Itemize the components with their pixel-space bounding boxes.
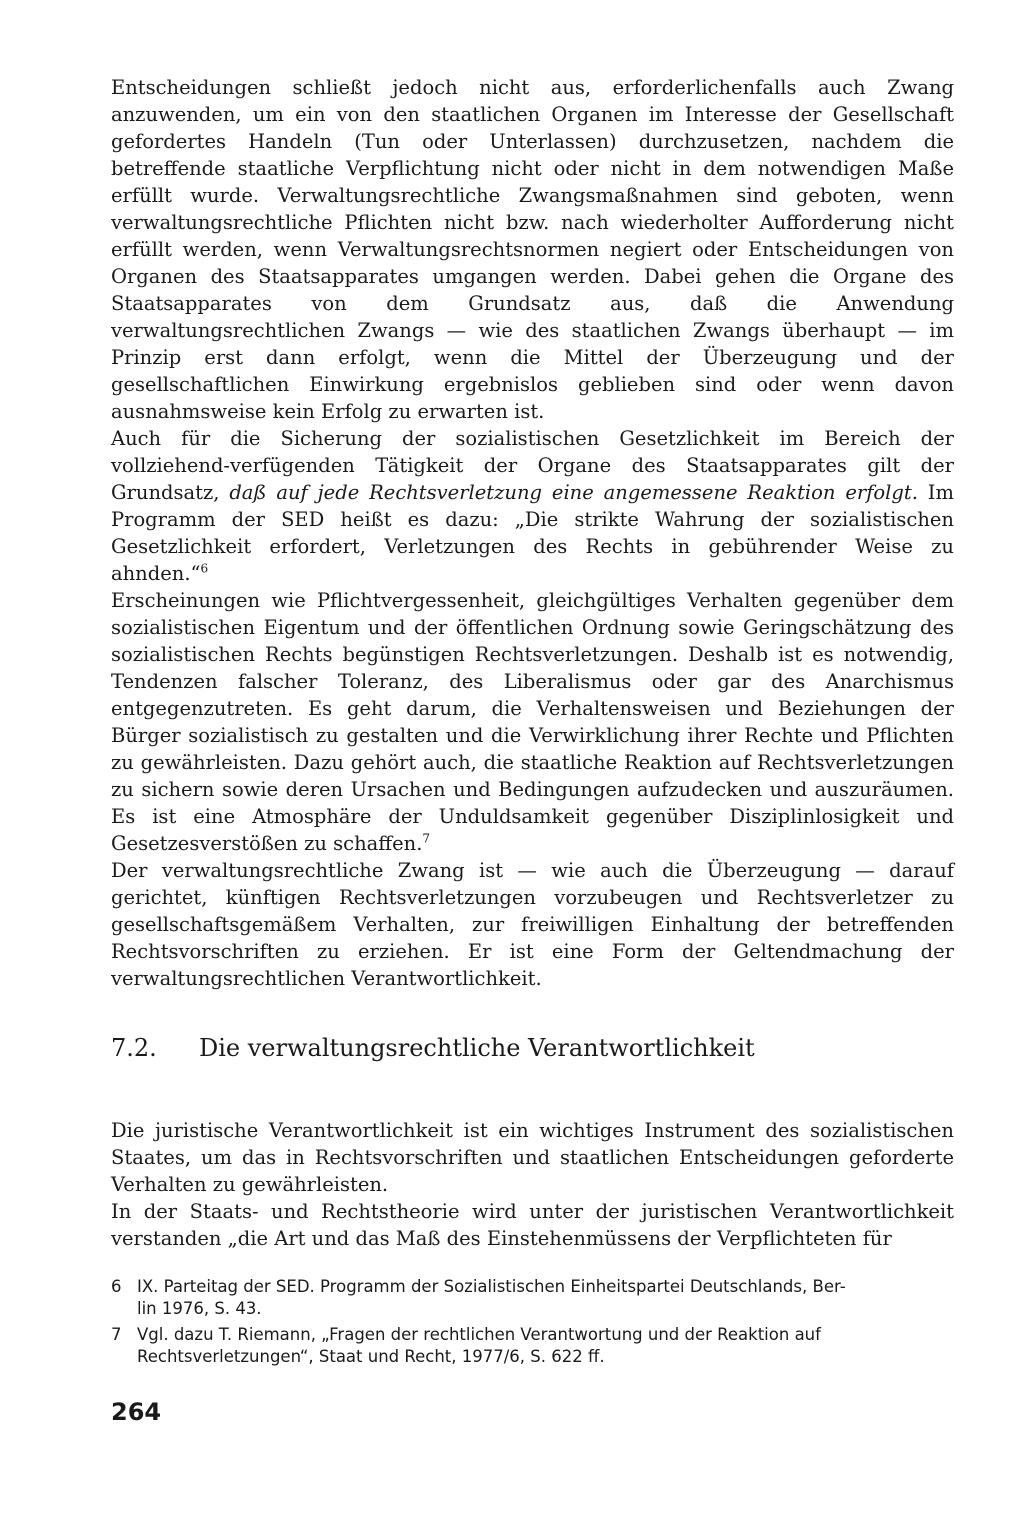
footnote-ref-6: 6 (200, 561, 209, 576)
section-heading (111, 1033, 954, 1063)
paragraph-2-text-a: Auch für die Sicherung der sozialistischen Gesetzlichkeit im Bereich der vollziehend-verfügenden Tätigkeit der Organe des Staatsapparates gilt der Grundsatz, (111, 427, 954, 504)
paragraph-3 (111, 587, 954, 857)
paragraph-2-emphasis: daß auf jede Rechtsverletzung eine angemessene Reaktion erfolgt. (229, 481, 918, 504)
paragraph-4: Der verwaltungsrechtliche Zwang ist — wie auch die Überzeugung — darauf gerichtet, künftigen Rechtsverletzungen vorzubeugen und Rechtsverletzer zu gesellschaftsgemäßem Verhalten, zur freiwilligen Einhaltung der betreffenden Rechtsvorschriften zu erziehen. Er ist eine Form der Geltendmachung der verwaltungsrechtlichen Verantwortlichkeit. (111, 859, 954, 990)
footnote-number: 6 (111, 1277, 122, 1296)
body-text-block (111, 74, 954, 992)
footnote-text-line-2: Rechtsverletzungen“, Staat und Recht, 1977/6, S. 622 ff. (137, 1347, 605, 1366)
footnote-7 (111, 1324, 954, 1368)
footnote-text-line-1: Vgl. dazu T. Riemann, „Fragen der rechtlichen Verantwortung und der Reaktion auf (137, 1325, 821, 1344)
footnote-text-line-2: lin 1976, S. 43. (137, 1299, 262, 1318)
paragraph-3-text: Erscheinungen wie Pflichtvergessenheit, gleichgültiges Verhalten gegenüber dem sozialistischen Eigentum und der öffentlichen Ordnung sowie Geringschätzung des sozialistischen Rechts begünstigen Rechtsverletzungen. Deshalb ist es notwendig, Tendenzen falscher Toleranz, des Liberalismus oder gar des Anarchismus entgegenzutreten. Es geht darum, die Verhaltensweisen und Beziehungen der Bürger sozialistisch zu gestalten und die Verwirklichung ihrer Rechte und Pflichten zu gewährleisten. Dazu gehört auch, die staatliche Reaktion auf Rechtsverletzungen zu sichern sowie deren Ursachen und Bedingungen aufzudecken und auszuräumen. Es ist eine Atmosphäre der Unduldsamkeit gegenüber Disziplinlosigkeit und Gesetzesverstößen zu schaffen. (111, 589, 954, 855)
footnote-ref-7: 7 (422, 831, 431, 846)
paragraph-2-text-b: Im Programm der SED heißt es dazu: „Die strikte Wahrung der sozialistischen Gesetzlichkeit erfordert, Verletzungen des Rechts in gebührender Weise zu ahnden.“ (111, 481, 954, 585)
section-title: Die verwaltungsrechtliche Verantwortlichkeit (199, 1034, 755, 1062)
footnote-6 (111, 1276, 954, 1320)
paragraph-1: Entscheidungen schließt jedoch nicht aus, erforderlichenfalls auch Zwang anzuwenden, um ein von den staatlichen Organen im Interesse der Gesellschaft gefordertes Handeln (Tun oder Unterlassen) durchzusetzen, nachdem die betreffende staatliche Verpflichtung nicht oder nicht in dem notwendigen Maße erfüllt wurde. Verwaltungsrechtliche Zwangsmaßnahmen sind geboten, wenn verwaltungsrechtliche Pflichten nicht bzw. nach wiederholter Aufforderung nicht erfüllt werden, wenn Verwaltungsrechtsnormen negiert oder Entscheidungen von Organen des Staatsapparates umgangen werden. Dabei gehen die Organe des Staatsapparates von dem Grundsatz aus, daß die Anwendung verwaltungsrechtlichen Zwangs — wie des staatlichen Zwangs überhaupt — im Prinzip erst dann erfolgt, wenn die Mittel der Überzeugung und der gesellschaftlichen Einwirkung ergebnislos geblieben sind oder wenn davon ausnahmsweise kein Erfolg zu erwarten ist. (111, 76, 954, 423)
section-text-block (111, 1117, 954, 1252)
section-number: 7.2. (111, 1034, 157, 1062)
footnote-text-line-1: IX. Parteitag der SED. Programm der Sozialistischen Einheitspartei Deutschlands, Ber- (137, 1277, 846, 1296)
paragraph-2 (111, 425, 954, 587)
section-paragraph-1: Die juristische Verantwortlichkeit ist ein wichtiges Instrument des sozialistischen Staates, um das in Rechtsvorschriften und staatlichen Entscheidungen geforderte Verhalten zu gewährleisten. (111, 1119, 954, 1196)
footnote-number: 7 (111, 1325, 122, 1344)
page-number: 264 (111, 1398, 162, 1426)
section-paragraph-2: In der Staats- und Rechtstheorie wird unter der juristischen Verantwortlichkeit verstanden „die Art und das Maß des Einstehenmüssens der Verpflichteten für (111, 1200, 954, 1250)
